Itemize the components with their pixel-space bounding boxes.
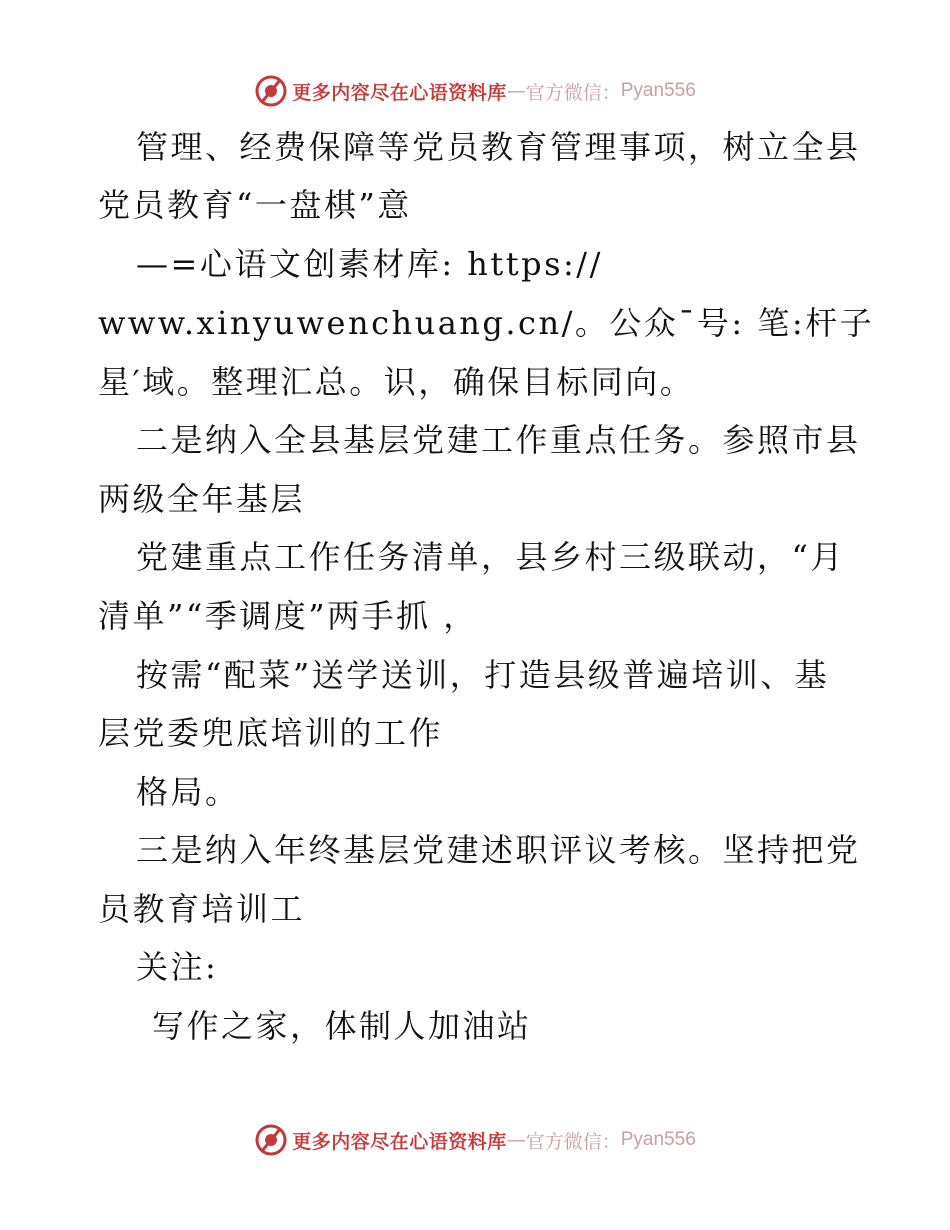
- body-line: —=心语文创素材库: https://: [136, 245, 603, 283]
- body-line: 两级全年基层: [98, 480, 306, 518]
- body-line: 管理、经费保障等党员教育管理事项，树立全县: [136, 128, 861, 166]
- body-line: 党建重点工作任务清单，县乡村三级联动，“月: [136, 538, 845, 576]
- body-line: www.xinyuwenchuang.cn/。公众¯号: 笔:杆子: [98, 304, 875, 342]
- body-line: 层党委兜底培训的工作: [98, 714, 444, 752]
- body-line: 员教育培训工: [98, 890, 306, 928]
- body-line: 二是纳入全县基层党建工作重点任务。参照市县: [136, 421, 861, 459]
- body-line: 党员教育“一盘棋”意: [98, 186, 412, 224]
- body-line: 三是纳入年终基层党建述职评议考核。坚持把党: [136, 831, 861, 869]
- pen-logo-icon: [254, 74, 288, 108]
- footer-banner-text: 更多内容尽在心语资料库: [292, 1130, 507, 1153]
- footer-wechat-id: Pyan556: [620, 1129, 696, 1150]
- header-banner-text: 更多内容尽在心语资料库: [292, 81, 507, 104]
- header-banner-dash: —: [506, 80, 526, 102]
- body-line: 按需“配菜”送学送训，打造县级普遍培训、基: [136, 656, 830, 694]
- body-line: 写作之家，体制人加油站: [152, 1007, 532, 1045]
- header-wechat-label: 官方微信：: [525, 81, 621, 104]
- body-line: 清单”“季调度”两手抓 ，: [98, 597, 478, 635]
- body-line: 关注:: [136, 948, 219, 986]
- body-line: 格局。: [136, 773, 240, 811]
- footer-banner: [0, 1120, 950, 1160]
- body-line: 星′域。整理汇总。识，确保目标同向。: [98, 363, 695, 401]
- header-wechat-id: Pyan556: [620, 80, 696, 101]
- header-banner: [0, 71, 950, 111]
- pen-logo-icon: [254, 1123, 288, 1157]
- footer-banner-dash: —: [506, 1129, 526, 1151]
- footer-wechat-label: 官方微信：: [525, 1130, 621, 1153]
